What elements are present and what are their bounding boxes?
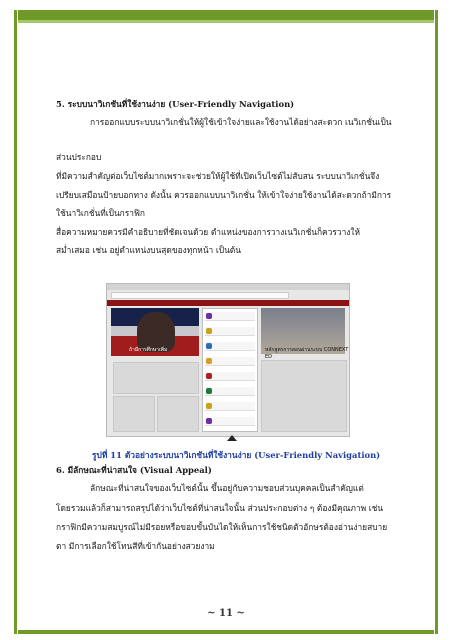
- frame-right-border: [435, 10, 438, 634]
- body-line-1: การออกแบบระบบนาวิเกชั่นให้ผู้ใช้เข้าใจง่ายและใช้งานได้อย่างสะดวก เนวิเกชั่นเป็น: [90, 117, 392, 127]
- frame-bottom-border: [18, 630, 434, 634]
- section6-line-4: ตา มีการเลือกใช้โทนสีที่เข้ากันอย่างสวยงาม: [56, 541, 215, 551]
- menu-item: [205, 372, 255, 381]
- section5-heading: 5. ระบบนาวิเกชันที่ใช้งานง่าย (User-Friendly Navigation): [56, 99, 295, 109]
- page-number: ~ 11 ~: [207, 608, 245, 619]
- menu-item: [205, 327, 255, 336]
- section6-line-1: ลักษณะที่น่าสนใจของเว็บไซต์นั้น ขึ้นอยู่กับความชอบส่วนบุคคลเป็นสำคัญแต่: [90, 483, 364, 493]
- meeting-photo-caption: หลักสูตรการสอนผ่านระบบ CONNEXT ED: [265, 347, 349, 360]
- body-line-2: ส่วนประกอบ: [56, 152, 102, 162]
- body-line-5: ใช้นาวิเกชั่นที่เป็นกราฟิก: [56, 208, 145, 218]
- content-block: [113, 362, 199, 394]
- content-block: [157, 396, 199, 432]
- caret-up-icon: [227, 435, 237, 441]
- menu-item: [205, 417, 255, 426]
- browser-titlebar: [107, 284, 349, 290]
- frame-top-border: [18, 10, 434, 20]
- menu-item: [205, 402, 255, 411]
- content-block: [113, 396, 155, 432]
- hero-banner-image: [111, 308, 199, 356]
- browser-address-bar: [111, 292, 289, 299]
- body-line-3: ที่มีความสำคัญต่อเว็บไซต์มากเพราะจะช่วยให้ผู้ใช้ที่เปิดเว็บไซต์ไม่สับสน ระบบนาวิเกชั่นจึง: [56, 171, 380, 181]
- body-line-6: สื่อความหมายควรมีคำอธิบายที่ชัดเจนด้วย ตำแหน่งของการวางเนวิเกชั่นก็ควรวางให้: [56, 227, 360, 237]
- website-screenshot-figure: [106, 283, 350, 437]
- site-nav-bar: [107, 300, 349, 306]
- menu-item: [205, 357, 255, 366]
- hero-caption: ถ้ามีการศึกษาเพิ่ม: [129, 347, 168, 353]
- menu-item: [205, 312, 255, 321]
- content-block: [261, 360, 347, 432]
- menu-item: [205, 342, 255, 351]
- navigation-menu-panel: [202, 308, 258, 432]
- frame-left-border: [14, 10, 17, 634]
- section6-line-3: กราฟิกมีความสมบูรณ์ไม่มีรอยหรือขอบขั้นบันไดให้เห็นการใช้ชนิดตัวอักษรต้องอ่านง่ายสบาย: [56, 522, 388, 532]
- figure-caption: รูปที่ 11 ตัวอย่างระบบนาวิเกชันที่ใช้งานง่าย (User-Friendly Navigation): [92, 450, 381, 460]
- section6-heading: 6. มีลักษณะที่น่าสนใจ (Visual Appeal): [56, 465, 212, 475]
- section6-line-2: โดยรวมแล้วก็สามารถสรุปได้ว่าเว็บไซต์ที่น่าสนใจนั้น ส่วนประกอบต่าง ๆ ต้องมีคุณภาพ เช่น: [56, 503, 384, 513]
- body-line-4: เปรียบเสมือนป้ายบอกทาง ดังนั้น ควรออกแบบนาวิเกชั่น ให้เข้าใจง่ายใช้งานได้สะดวกถ้ามีการ: [56, 190, 392, 200]
- menu-item: [205, 387, 255, 396]
- body-line-7: สม่ำเสมอ เช่น อยู่ตำแหน่งบนสุดของทุกหน้า เป็นต้น: [56, 245, 241, 255]
